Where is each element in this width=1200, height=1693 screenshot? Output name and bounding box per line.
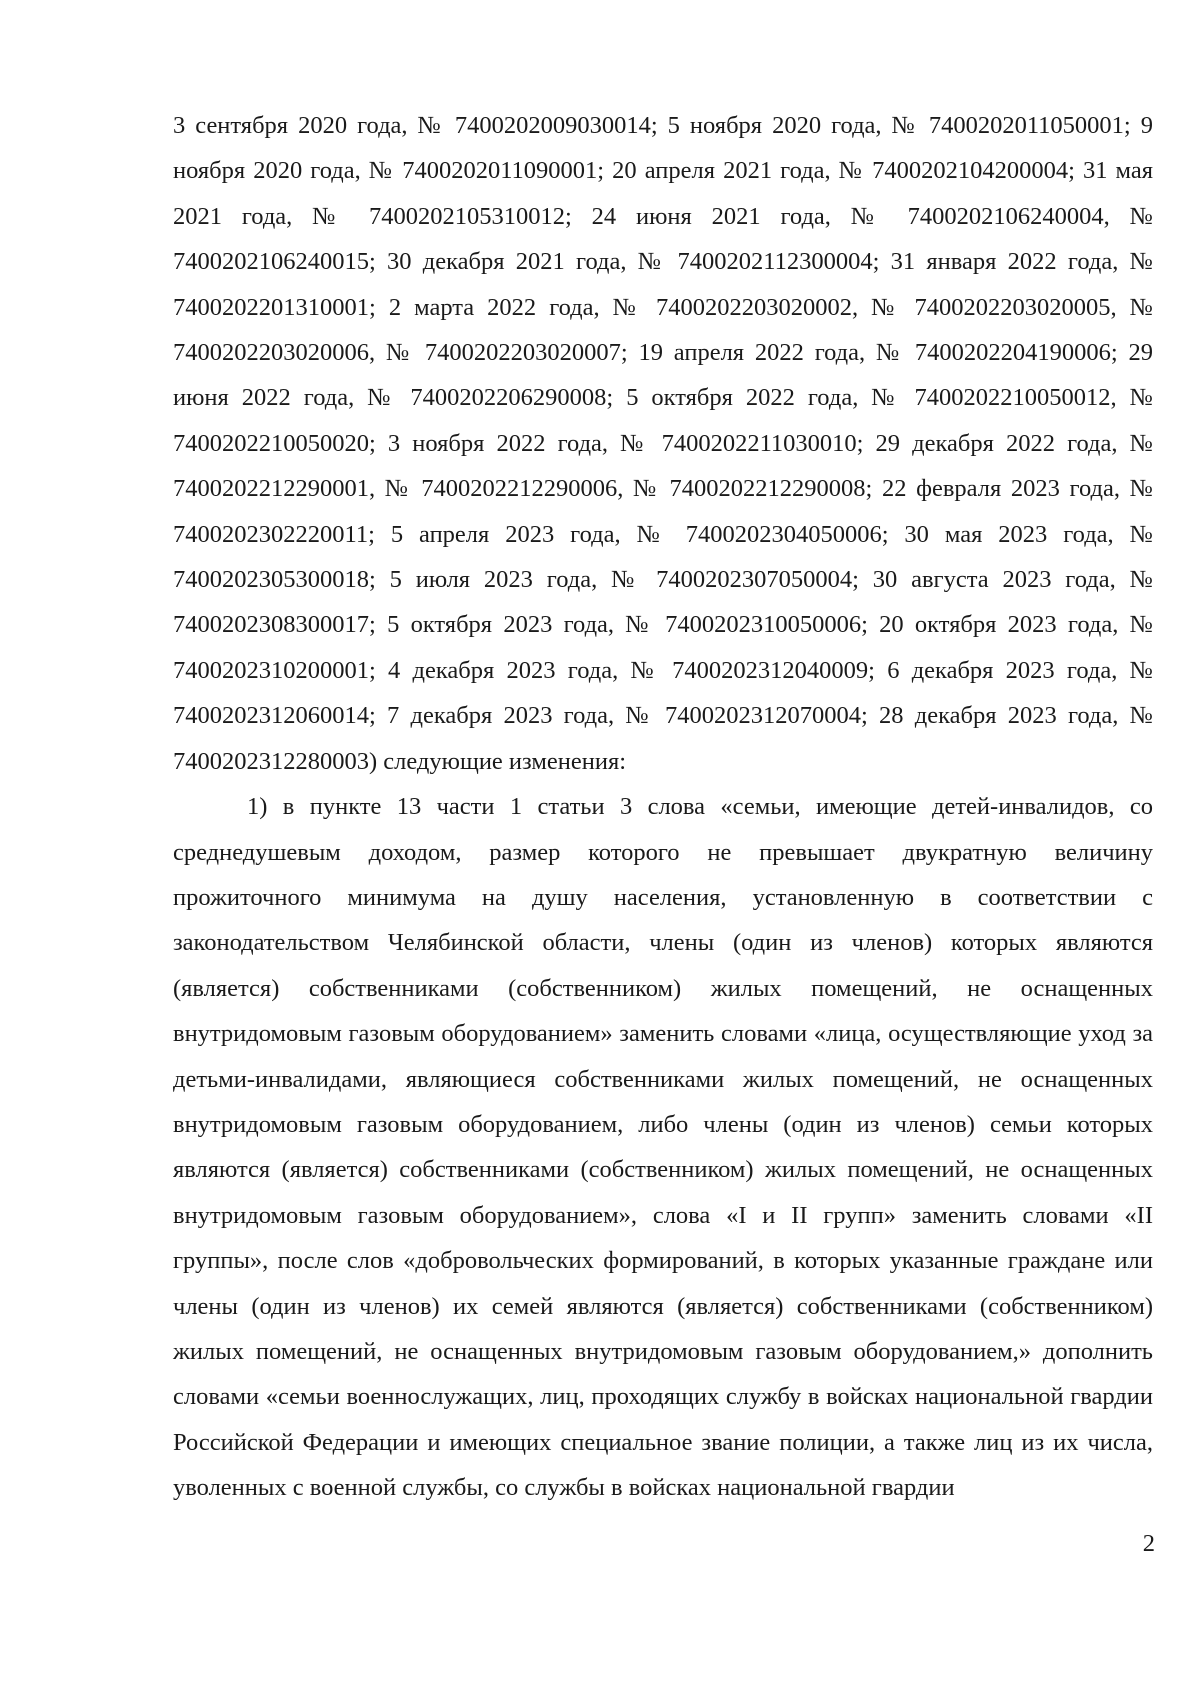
- document-body: [173, 103, 1153, 1511]
- page-number: 2: [1142, 1530, 1155, 1557]
- amendment-paragraph-1: 1) в пункте 13 части 1 статьи 3 слова «семьи, имеющие детей-инвалидов, со среднедушевым доходом, размер которого не превышает двукратную величину прожиточного минимума на душу населения, установленную в соответствии с законодательством Челябинской области, члены (один из членов) которых являются (является) собственниками (собственником) жилых помещений, не оснащенных внутридомовым газовым оборудованием» заменить словами «лица, осуществляющие уход за детьми-инвалидами, являющиеся собственниками жилых помещений, не оснащенных внутридомовым газовым оборудованием, либо члены (один из членов) семьи которых являются (является) собственниками (собственником) жилых помещений, не оснащенных внутридомовым газовым оборудованием», слова «I и II групп» заменить словами «II группы», после слов «добровольческих формирований, в которых указанные граждане или члены (один из членов) их семей являются (является) собственниками (собственником) жилых помещений, не оснащенных внутридомовым газовым оборудованием,» дополнить словами «семьи военнослужащих, лиц, проходящих службу в войсках национальной гвардии Российской Федерации и имеющих специальное звание полиции, а также лиц из их числа, уволенных с военной службы, со службы в войсках национальной гвардии: [173, 793, 1153, 1502]
- continuation-paragraph: 3 сентября 2020 года, № 7400202009030014; 5 ноября 2020 года, № 7400202011050001; 9 ноября 2020 года, № 7400202011090001; 20 апреля 2021 года, № 7400202104200004; 31 мая 2021 года, № 7400202105310012; 24 июня 2021 года, № 7400202106240004, № 7400202106240015; 30 декабря 2021 года, № 7400202112300004; 31 января 2022 года, № 7400202201310001; 2 марта 2022 года, № 7400202203020002, № 7400202203020005, № 7400202203020006, № 7400202203020007; 19 апреля 2022 года, № 7400202204190006; 29 июня 2022 года, № 7400202206290008; 5 октября 2022 года, № 7400202210050012, № 7400202210050020; 3 ноября 2022 года, № 7400202211030010; 29 декабря 2022 года, № 7400202212290001, № 7400202212290006, № 7400202212290008; 22 февраля 2023 года, № 7400202302220011; 5 апреля 2023 года, № 7400202304050006; 30 мая 2023 года, № 7400202305300018; 5 июля 2023 года, № 7400202307050004; 30 августа 2023 года, № 7400202308300017; 5 октября 2023 года, № 7400202310050006; 20 октября 2023 года, № 7400202310200001; 4 декабря 2023 года, № 7400202312040009; 6 декабря 2023 года, № 7400202312060014; 7 декабря 2023 года, № 7400202312070004; 28 декабря 2023 года, № 7400202312280003) следующие изменения:: [173, 112, 1153, 775]
